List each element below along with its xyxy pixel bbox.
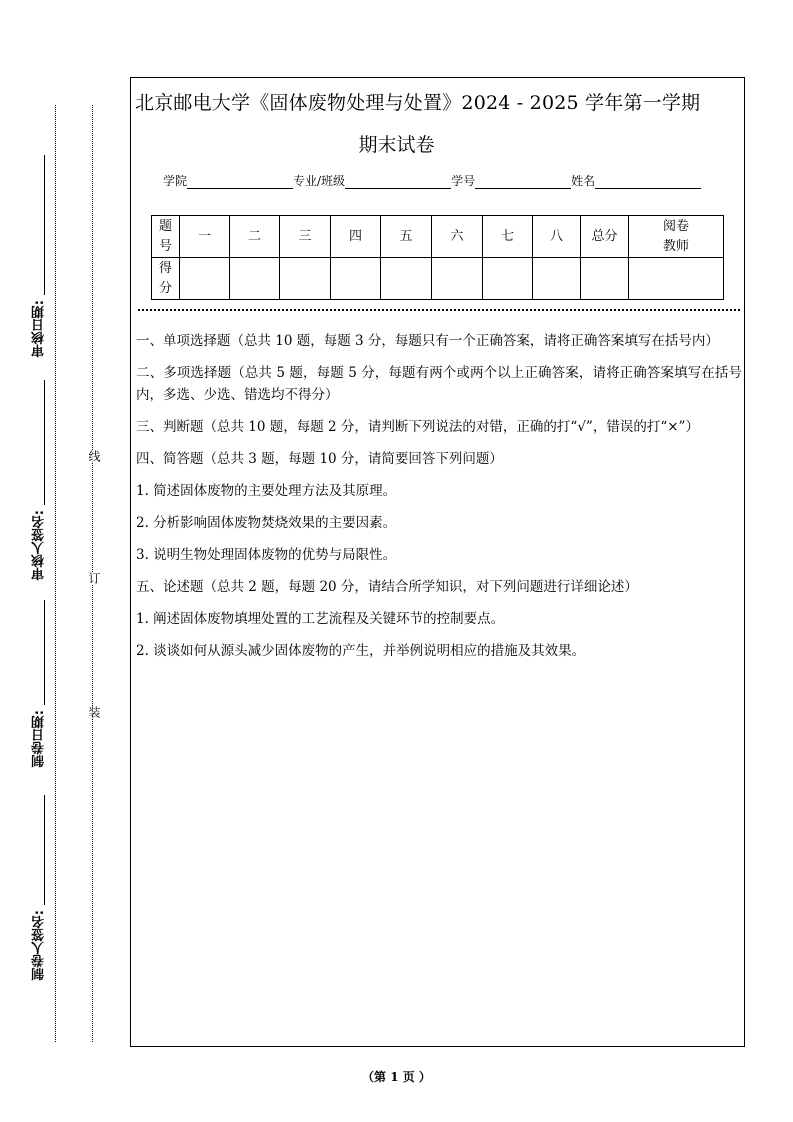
reviewer-signature-line[interactable]	[44, 380, 45, 505]
student-info-row	[163, 172, 701, 189]
review-date-line[interactable]	[44, 155, 45, 295]
column-header: 四	[331, 216, 381, 258]
exam-maker-signature-label: 制卷人签名:	[32, 910, 47, 981]
total-score-header: 总分	[581, 216, 629, 258]
column-header: 六	[432, 216, 483, 258]
exam-subtitle: 期末试卷	[358, 134, 435, 156]
college-field[interactable]	[187, 174, 293, 189]
score-cell[interactable]	[381, 258, 432, 300]
column-header: 七	[483, 216, 533, 258]
page-number: （第 1 页 ）	[362, 1070, 431, 1084]
question-item: 2. 谈谈如何从源头减少固体废物的产生，并举例说明相应的措施及其效果。	[136, 643, 586, 659]
grader-cell[interactable]	[629, 258, 724, 300]
review-date-label: 审核日期:	[32, 300, 47, 358]
reviewer-signature-label: 审核人签名:	[32, 510, 47, 581]
section-short-answer: 四、简答题（总共 3 题，每题 10 分，请简要回答下列问题）	[136, 451, 503, 467]
question-item: 1. 简述固体废物的主要处理方法及其原理。	[136, 483, 397, 499]
score-cell[interactable]	[180, 258, 230, 300]
exam-content	[136, 330, 742, 672]
bind-char-line: 线	[87, 450, 101, 462]
section-multiple-choice: 二、多项选择题（总共 5 题，每题 5 分，每题有两个或两个以上正确答案，请将正确答案填写在括号内，多选、少选、错选均不得分）	[136, 365, 742, 403]
name-field[interactable]	[595, 174, 701, 189]
column-header: 三	[280, 216, 331, 258]
column-header: 八	[533, 216, 581, 258]
question-item: 2. 分析影响固体废物焚烧效果的主要因素。	[136, 515, 397, 531]
question-number-header: 题 号	[152, 216, 180, 258]
score-cell[interactable]	[533, 258, 581, 300]
section-true-false: 三、判断题（总共 10 题，每题 2 分，请判断下列说法的对错，正确的打“√”，错误的打“×”）	[136, 419, 699, 435]
name-label: 姓名	[571, 174, 596, 188]
bind-char-bind: 装	[87, 706, 101, 718]
score-row-label: 得 分	[152, 258, 180, 300]
exam-maker-signature-line[interactable]	[44, 795, 45, 905]
student-id-label: 学号	[451, 174, 476, 188]
column-header: 一	[180, 216, 230, 258]
grader-header: 阅卷 教师	[629, 216, 724, 258]
score-cell[interactable]	[331, 258, 381, 300]
college-label: 学院	[163, 174, 188, 188]
exam-title: 北京邮电大学《固体废物处理与处置》2024 - 2025 学年第一学期	[135, 92, 701, 114]
score-cell[interactable]	[230, 258, 280, 300]
section-single-choice: 一、单项选择题（总共 10 题，每题 3 分，每题只有一个正确答案，请将正确答案填写在括号内）	[136, 333, 719, 349]
column-header: 五	[381, 216, 432, 258]
bind-char-staple: 订	[87, 572, 101, 584]
exam-date-label: 制卷日期:	[32, 710, 47, 768]
question-item: 1. 阐述固体废物填埋处置的工艺流程及关键环节的控制要点。	[136, 611, 505, 627]
score-cell[interactable]	[483, 258, 533, 300]
column-header: 二	[230, 216, 280, 258]
score-cell[interactable]	[280, 258, 331, 300]
binding-dotted-line-outer	[55, 105, 56, 1042]
major-class-label: 专业/班级	[293, 174, 346, 188]
exam-date-line[interactable]	[44, 600, 45, 705]
question-item: 3. 说明生物处理固体废物的优势与局限性。	[136, 547, 397, 563]
dotted-separator	[138, 309, 740, 311]
total-score-cell[interactable]	[581, 258, 629, 300]
major-class-field[interactable]	[345, 174, 451, 189]
score-table	[151, 215, 724, 300]
score-cell[interactable]	[432, 258, 483, 300]
student-id-field[interactable]	[475, 174, 571, 189]
section-essay: 五、论述题（总共 2 题，每题 20 分，请结合所学知识，对下列问题进行详细论述）	[136, 579, 638, 595]
